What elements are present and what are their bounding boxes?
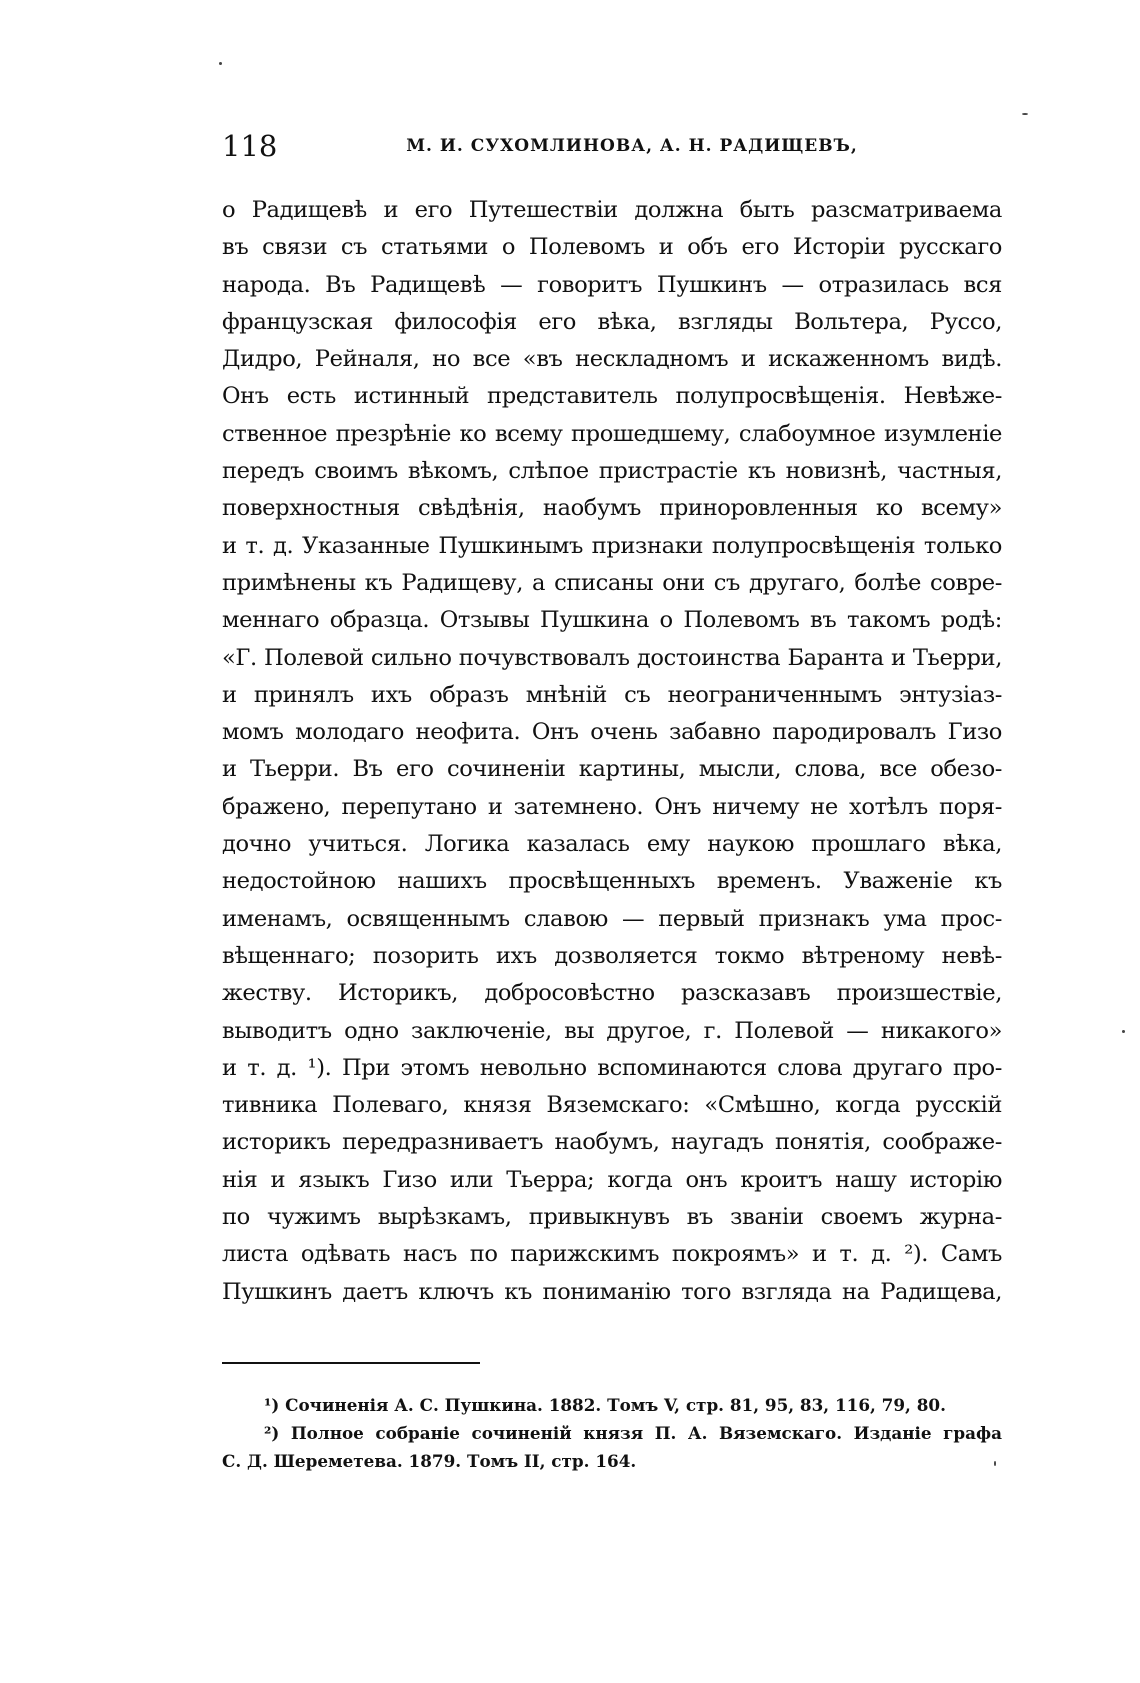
- text-line: вѣщеннаго; позорить ихъ дозволяется токмо вѣтреному невѣ-: [222, 942, 1002, 969]
- text-line: дочно учиться. Логика казалась ему наукою прошлаго вѣка,: [222, 831, 1002, 858]
- text-line: и т. д. Указанные Пушкинымъ признаки полупросвѣщенія только: [222, 532, 1002, 559]
- footnotes: [222, 1391, 1002, 1475]
- running-header: [222, 126, 1002, 166]
- ink-speck: [219, 62, 222, 65]
- text-line: бражено, перепутано и затемнено. Онъ ничему не хотѣлъ поря-: [222, 793, 1002, 820]
- text-line: о Радищевѣ и его Путешествіи должна быть разсматриваема: [222, 197, 1002, 223]
- text-line: и принялъ ихъ образъ мнѣній съ неограниченнымъ энтузіаз-: [222, 681, 1002, 708]
- footnote-divider: [222, 1362, 480, 1364]
- text-line: тивника Полеваго, князя Вяземскаго: «Смѣшно, когда русскій: [222, 1092, 1002, 1119]
- text-line: ственное презрѣніе ко всему прошедшему, слабоумное изумленіе: [222, 420, 1002, 447]
- text-line: меннаго образца. Отзывы Пушкина о Полевомъ въ такомъ родѣ:: [222, 607, 1002, 634]
- body-text: [222, 192, 1002, 1311]
- running-title: М. И. СУХОМЛИНОВА, А. Н. РАДИЩЕВЪ,: [406, 136, 858, 156]
- text-line: народа. Въ Радищевѣ — говоритъ Пушкинъ — отразилась вся: [222, 271, 1002, 298]
- ink-speck: [1022, 113, 1028, 115]
- text-line: Пушкинъ даетъ ключъ къ пониманію того взгляда на Радищева,: [222, 1278, 1002, 1305]
- text-line: историкъ передразниваетъ наобумъ, наугадъ понятія, соображе-: [222, 1129, 1002, 1156]
- text-line: и т. д. ¹). При этомъ невольно вспоминаются слова другаго про-: [222, 1054, 1002, 1081]
- text-line: «Г. Полевой сильно почувствовалъ достоинства Баранта и Тьерри,: [222, 644, 1002, 671]
- text-line: по чужимъ вырѣзкамъ, привыкнувъ въ званіи своемъ журна-: [222, 1204, 1002, 1231]
- text-line: Дидро, Рейналя, но все «въ нескладномъ и искаженномъ видѣ.: [222, 346, 1002, 373]
- text-line: и Тьерри. Въ его сочиненіи картины, мысли, слова, все обезо-: [222, 756, 1002, 783]
- text-line: листа одѣвать насъ по парижскимъ покроямъ» и т. д. ²). Самъ: [222, 1241, 1002, 1268]
- page-number: 118: [222, 129, 278, 163]
- text-line: недостойною нашихъ просвѣщенныхъ временъ. Уваженіе къ: [222, 868, 1002, 895]
- text-line: жеству. Историкъ, добросовѣстно разсказавъ произшествіе,: [222, 980, 1002, 1007]
- footnote-2: ²) Полное собраніе сочиненій князя П. А. Вяземскаго. Изданіе графа: [264, 1423, 1002, 1443]
- footnote-2-continuation: С. Д. Шереметева. 1879. Томъ II, стр. 164.: [222, 1451, 637, 1471]
- text-line: Онъ есть истинный представитель полупросвѣщенія. Невѣже-: [222, 383, 1002, 410]
- footnote-1: ¹) Сочиненія А. С. Пушкина. 1882. Томъ V, стр. 81, 95, 83, 116, 79, 80.: [264, 1395, 946, 1415]
- text-line: примѣнены къ Радищеву, а списаны они съ другаго, болѣе совре-: [222, 569, 1002, 596]
- text-line: момъ молодаго неофита. Онъ очень забавно пародировалъ Гизо: [222, 719, 1002, 746]
- text-line: передъ своимъ вѣкомъ, слѣпое пристрастіе къ новизнѣ, частныя,: [222, 458, 1002, 485]
- text-line: нія и языкъ Гизо или Тьерра; когда онъ кроитъ нашу исторію: [222, 1166, 1002, 1193]
- ink-speck: [1122, 1030, 1125, 1033]
- text-line: въ связи съ статьями о Полевомъ и объ его Исторіи русскаго: [222, 234, 1002, 261]
- text-line: именамъ, освященнымъ славою — первый признакъ ума прос-: [222, 905, 1002, 932]
- text-line: поверхностныя свѣдѣнія, наобумъ приноровленныя ко всему»: [222, 495, 1002, 522]
- text-line: французская философія его вѣка, взгляды Вольтера, Руссо,: [222, 308, 1002, 335]
- text-line: выводитъ одно заключеніе, вы другое, г. Полевой — никакого»: [222, 1017, 1002, 1044]
